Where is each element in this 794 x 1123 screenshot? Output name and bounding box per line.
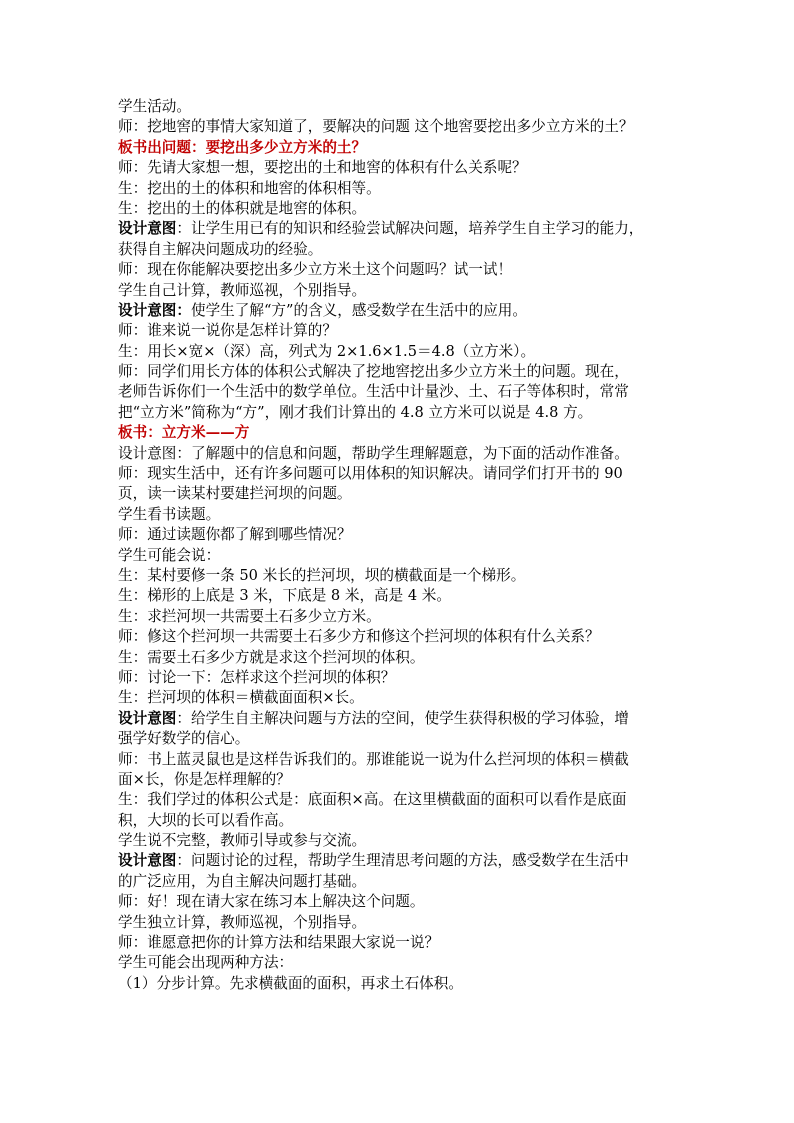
paragraph-text: 师：讨论一下：怎样求这个拦河坝的体积？ [118, 668, 396, 686]
paragraph-text: ：给学生自主解决问题与方法的空间，使学生获得积极的学习体验，增 [176, 709, 629, 727]
document-page [118, 97, 678, 994]
text-line [118, 546, 678, 566]
text-line [118, 729, 678, 749]
paragraph-text: ：问题讨论的过程，帮助学生理清思考问题的方法，感受数学在生活中 [176, 852, 629, 870]
text-line [118, 158, 678, 178]
paragraph-text: 师：修这个拦河坝一共需要土石多少方和修这个拦河坝的体积有什么关系？ [118, 628, 600, 646]
paragraph-text: 积，大坝的长可以看作高。 [118, 811, 294, 829]
text-line [118, 505, 678, 525]
paragraph-text: 学生独立计算，教师巡视，个别指导。 [118, 913, 367, 931]
text-line [118, 179, 678, 199]
text-line [118, 709, 678, 729]
text-line [118, 851, 678, 871]
paragraph-text: 页，读一读某村要建拦河坝的问题。 [118, 485, 352, 503]
paragraph-text: 面×长，你是怎样理解的？ [118, 770, 291, 788]
text-line [118, 444, 678, 464]
text-line [118, 484, 678, 504]
board-note-text: 板书出问题：要挖出多少立方米的土？ [118, 138, 367, 156]
text-line [118, 770, 678, 790]
paragraph-text: （1）分步计算。先求横截面的面积，再求土石体积。 [118, 974, 463, 992]
paragraph-text: 设计意图：了解题中的信息和问题，帮助学生理解题意，为下面的活动作准备。 [118, 444, 629, 462]
paragraph-text: 生：挖出的土的体积就是地窖的体积。 [118, 199, 367, 217]
paragraph-text: 学生自己计算，教师巡视，个别指导。 [118, 281, 367, 299]
paragraph-text: 获得自主解决问题成功的经验。 [118, 240, 323, 258]
paragraph-text: 学生看书读题。 [118, 505, 221, 523]
text-line [118, 138, 678, 158]
paragraph-text: 生：挖出的土的体积和地窖的体积相等。 [118, 179, 381, 197]
text-line [118, 382, 678, 402]
text-line [118, 648, 678, 668]
text-line [118, 362, 678, 382]
text-line [118, 566, 678, 586]
paragraph-text: 老师告诉你们一个生活中的数学单位。生活中计量沙、土、石子等体积时，常常 [118, 383, 629, 401]
paragraph-text: 生：求拦河坝一共需要土石多少立方米。 [118, 607, 381, 625]
text-line [118, 892, 678, 912]
text-line [118, 831, 678, 851]
paragraph-text: 把“立方米”简称为“方”，刚才我们计算出的 4.8 立方米可以说是 4.8 方。 [118, 403, 593, 421]
paragraph-text: 生：梯形的上底是 3 米，下底是 8 米，高是 4 米。 [118, 587, 451, 605]
paragraph-text: 师：书上蓝灵鼠也是这样告诉我们的。那谁能说一说为什么拦河坝的体积＝横截 [118, 750, 629, 768]
paragraph-text: 生：我们学过的体积公式是：底面积×高。在这里横截面的面积可以看作是底面 [118, 791, 627, 809]
board-note-text: 板书：立方米——方 [118, 424, 250, 442]
text-line [118, 607, 678, 627]
paragraph-text: ：让学生用已有的知识和经验尝试解决问题，培养学生自主学习的能力， [176, 220, 644, 238]
text-line [118, 688, 678, 708]
paragraph-text: 师：好！现在请大家在练习本上解决这个问题。 [118, 893, 425, 911]
paragraph-text: 学生活动。 [118, 98, 191, 115]
text-line [118, 199, 678, 219]
text-line [118, 281, 678, 301]
text-line [118, 953, 678, 973]
text-line [118, 811, 678, 831]
design-intent-label: 设计意图 [118, 220, 177, 238]
text-line [118, 342, 678, 362]
paragraph-text: 师：现在你能解决要挖出多少立方米土这个问题吗？试一试！ [118, 261, 513, 279]
text-line [118, 790, 678, 810]
text-line [118, 933, 678, 953]
text-line [118, 974, 678, 994]
paragraph-text: 使学生了解“方”的含义，感受数学在生活中的应用。 [190, 301, 527, 319]
text-line [118, 750, 678, 770]
design-intent-label: 设计意图： [118, 301, 191, 319]
text-line [118, 464, 678, 484]
paragraph-text: 强学好数学的信心。 [118, 730, 250, 748]
text-line [118, 668, 678, 688]
text-line [118, 586, 678, 606]
paragraph-text: 师：现实生活中，还有许多问题可以用体积的知识解决。请同学们打开书的 90 [118, 465, 623, 483]
text-line [118, 423, 678, 443]
paragraph-text: 师：同学们用长方体的体积公式解决了挖地窖挖出多少立方米土的问题。现在， [118, 363, 629, 381]
design-intent-label: 设计意图 [118, 852, 177, 870]
text-line [118, 403, 678, 423]
paragraph-text: 师：谁愿意把你的计算方法和结果跟大家说一说？ [118, 934, 440, 952]
paragraph-text: 学生可能会说： [118, 546, 221, 564]
text-line [118, 627, 678, 647]
text-line [118, 97, 678, 117]
design-intent-label: 设计意图 [118, 709, 177, 727]
text-line [118, 260, 678, 280]
paragraph-text: 生：需要土石多少方就是求这个拦河坝的体积。 [118, 648, 425, 666]
paragraph-text: 学生说不完整，教师引导或参与交流。 [118, 832, 367, 850]
paragraph-text: 师：通过读题你都了解到哪些情况？ [118, 526, 352, 544]
text-line [118, 872, 678, 892]
paragraph-text: 师：谁来说一说你是怎样计算的？ [118, 322, 337, 340]
text-line [118, 525, 678, 545]
paragraph-text: 生：某村要修一条 50 米长的拦河坝，坝的横截面是一个梯形。 [118, 566, 526, 584]
text-line [118, 321, 678, 341]
paragraph-text: 生：拦河坝的体积＝横截面面积×长。 [118, 689, 364, 707]
text-line [118, 117, 678, 137]
paragraph-text: 师：先请大家想一想，要挖出的土和地窖的体积有什么关系呢？ [118, 159, 527, 177]
paragraph-text: 生：用长×宽×（深）高，列式为 2×1.6×1.5＝4.8（立方米）。 [118, 342, 536, 360]
text-line [118, 240, 678, 260]
text-line [118, 219, 678, 239]
paragraph-text: 学生可能会出现两种方法： [118, 954, 294, 972]
text-line [118, 301, 678, 321]
paragraph-text: 的广泛应用，为自主解决问题打基础。 [118, 872, 367, 890]
paragraph-text: 师：挖地窖的事情大家知道了，要解决的问题 这个地窖要挖出多少立方米的土？ [118, 118, 634, 136]
text-line [118, 913, 678, 933]
